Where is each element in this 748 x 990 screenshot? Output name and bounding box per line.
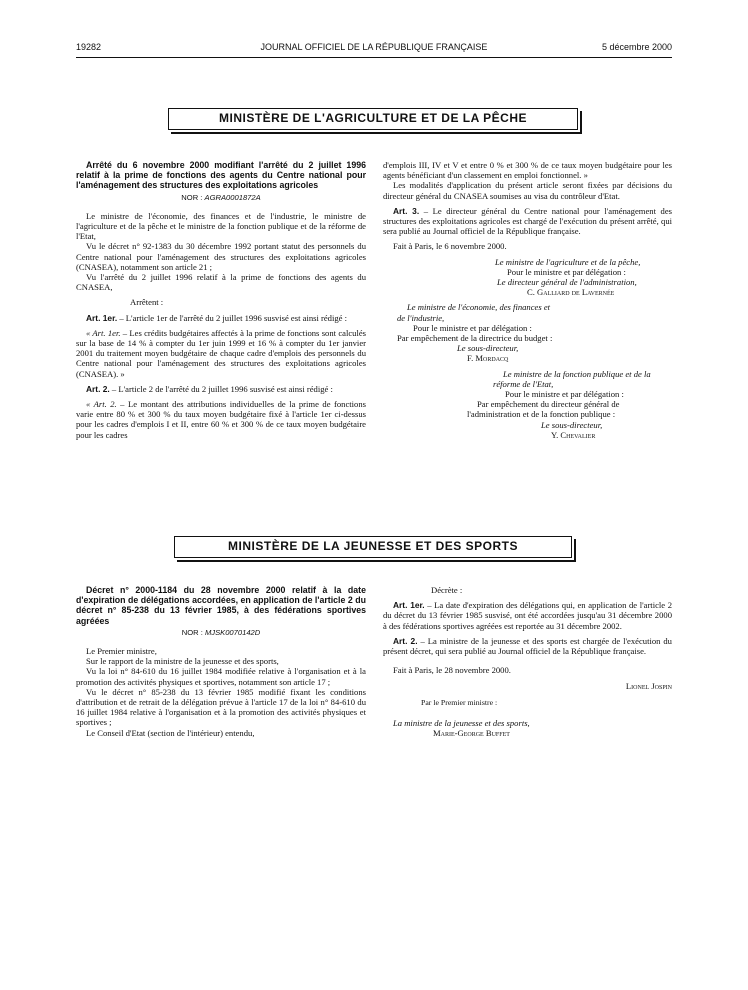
sig3-role2: Le sous-directeur, xyxy=(541,419,603,430)
sig2-role: Le ministre de l'économie, des finances et de l'industrie, xyxy=(397,302,551,323)
vu-decret: Vu le décret n° 92-1383 du 30 décembre 1992 portant statut des personnels du Centre national pour l'aménagement des structures des exploitations agricoles (CNASEA), notamment son article 21 ; xyxy=(76,241,366,272)
article-2 xyxy=(76,384,366,394)
signature-agriculture xyxy=(383,257,672,298)
article-3-label: Art. 3. xyxy=(393,205,420,216)
article-2-label: Art. 2. xyxy=(86,383,110,394)
vu-loi: Vu la loi n° 84-610 du 16 juillet 1984 modifiée relative à l'organisation et à la promotion des activités physiques et sportives, notamment son article 17 ; xyxy=(76,666,366,687)
sig2-delegation: Pour le ministre et par délégation : xyxy=(413,322,532,333)
decrete: Décrète : xyxy=(431,585,463,595)
section1-nor xyxy=(76,193,366,203)
header-rule xyxy=(76,57,672,58)
article-2-quote-text: – Le montant des attributions individuelles de la prime de fonctions varie entre 80 % et 300 % du taux moyen budgétaire fixé à l'article 1er ci-dessus pour les cadres d'emplois I et II, entre 60 % et 300 % de ce taux moyen budgétaire pour les cadres xyxy=(76,399,366,440)
article-2 xyxy=(383,636,672,656)
ministry-heading-jeunesse-sports: MINISTÈRE DE LA JEUNESSE ET DES SPORTS xyxy=(174,536,572,558)
sig2-name: F. Mordacq xyxy=(467,353,509,364)
article-1-quote xyxy=(76,328,366,379)
nor-label: NOR : xyxy=(181,192,203,202)
signature-ministre-role: La ministre de la jeunesse et des sports, xyxy=(393,717,530,728)
nor-label: NOR : xyxy=(181,627,203,637)
signature-fonction-publique xyxy=(383,369,672,440)
modalites: Les modalités d'application du présent article seront fixées par décisions du directeur général du CNASEA soumises au visa du contrôleur d'Etat. xyxy=(383,180,672,201)
sig3-empechement: Par empêchement du directeur général de l'administration et de la fonction publique : xyxy=(467,399,620,420)
article-1-label: Art. 1er. xyxy=(86,312,118,323)
sig1-delegation: Pour le ministre et par délégation : xyxy=(507,266,626,277)
issue-date: 5 décembre 2000 xyxy=(601,42,672,52)
article-1-label: Art. 1er. xyxy=(393,600,425,611)
sig2-role2: Le sous-directeur, xyxy=(457,343,519,354)
journal-title: JOURNAL OFFICIEL DE LA RÉPUBLIQUE FRANÇAISE xyxy=(260,42,488,52)
page-number: 19282 xyxy=(76,42,102,52)
fait-a-paris: Fait à Paris, le 28 novembre 2000. xyxy=(393,665,511,676)
article-1 xyxy=(76,313,366,323)
article-3-text: – Le directeur général du Centre national pour l'aménagement des structures des exploitations agricoles est chargé de l'exécution du présent arrêté, qui sera publié au Journal officiel de la République française. xyxy=(383,205,672,237)
conseil-etat: Le Conseil d'Etat (section de l'intérieur) entendu, xyxy=(86,727,255,738)
section1-left-column xyxy=(76,160,366,440)
sig3-delegation: Pour le ministre et par délégation : xyxy=(505,389,624,400)
article-2-quote xyxy=(76,399,366,440)
article-1-quote-label: « Art. 1er. xyxy=(86,327,121,338)
sig1-role2: Le directeur général de l'administration, xyxy=(497,277,637,288)
sig1-name: C. Galliard de Lavernée xyxy=(527,287,615,298)
signature-economie xyxy=(383,302,672,363)
ministry-heading-agriculture: MINISTÈRE DE L'AGRICULTURE ET DE LA PÊCHE xyxy=(168,108,578,130)
section2-right-column xyxy=(383,585,672,738)
sig3-name: Y. Chevalier xyxy=(551,429,596,440)
sig2-empechement: Par empêchement de la directrice du budget : xyxy=(397,333,553,344)
nor-code: MJSK0070142D xyxy=(204,627,261,637)
section2-left-column xyxy=(76,585,366,738)
page-header xyxy=(76,42,672,56)
article-1-quote-text: – Les crédits budgétaires affectés à la prime de fonctions sont calculés sur la base de 14 % à compter du 1er juin 1999 et 16 % à compter du 1er janvier 2001 du traitement moyen budgétaire de chaque cadre d'emplois des personnels du Centre national pour l'aménagement des structures des exploitations agricoles (CNASEA). » xyxy=(76,327,366,379)
sur-le-rapport: Sur le rapport de la ministre de la jeunesse et des sports, xyxy=(86,656,279,667)
article-2-text: – L'article 2 de l'arrêté du 2 juillet 1996 susvisé est ainsi rédigé : xyxy=(109,383,333,394)
article-1 xyxy=(383,600,672,631)
nor-code: AGRA0001872A xyxy=(204,192,261,202)
article-2-text: – La ministre de la jeunesse et des sports est chargée de l'exécution du présent décret, qui sera publié au Journal officiel de la République française. xyxy=(383,635,672,657)
article-2-label: Art. 2. xyxy=(393,635,418,646)
par-le-premier-ministre: Par le Premier ministre : xyxy=(421,697,498,707)
article-2-continuation: d'emplois III, IV et V et entre 0 % et 300 % de ce taux moyen budgétaire pour les agents bénéficiant d'un classement en emploi fonctionnel. » xyxy=(383,160,672,181)
fait-a-paris: Fait à Paris, le 6 novembre 2000. xyxy=(393,241,507,252)
premier-ministre: Le Premier ministre, xyxy=(86,646,157,657)
article-2-quote-label: « Art. 2. xyxy=(86,399,117,410)
section2-title: Décret n° 2000-1184 du 28 novembre 2000 relatif à la date d'expiration de délégations accordées, en application de l'article 2 du décret n° 85-238 du 13 février 1985, à des fédérations sportives agréées xyxy=(76,585,366,626)
section1-right-column xyxy=(383,160,672,440)
arretent: Arrêtent : xyxy=(130,297,164,308)
section2-nor xyxy=(76,628,366,638)
sig1-role: Le ministre de l'agriculture et de la pêche, xyxy=(495,256,641,267)
article-1-text: – L'article 1er de l'arrêté du 2 juillet 1996 susvisé est ainsi rédigé : xyxy=(117,312,348,323)
sig3-role: Le ministre de la fonction publique et de la réforme de l'Etat, xyxy=(493,368,651,389)
vu-arrete: Vu l'arrêté du 2 juillet 1996 relatif à la prime de fonctions des agents du CNASEA, xyxy=(76,272,366,293)
article-1-text: – La date d'expiration des délégations qui, en application de l'article 2 du décret du 13 février 1985 susvisé, ont été accordées jusqu'au 31 décembre 2000 à des fédérations sportives agréées est reportée au 31 décembre 2002. xyxy=(383,600,672,631)
preamble-ministers: Le ministre de l'économie, des finances et de l'industrie, le ministre de l'agriculture et de la pêche et le ministre de la fonction publique et de la réforme de l'Etat, xyxy=(76,210,366,242)
section1-title: Arrêté du 6 novembre 2000 modifiant l'arrêté du 2 juillet 1996 relatif à la prime de fonctions des agents du Centre national pour l'aménagement des structures des exploitations agricoles xyxy=(76,160,366,191)
article-3 xyxy=(383,206,672,237)
signature-ministre-name: Marie-George Buffet xyxy=(433,728,510,739)
signature-premier-ministre: Lionel Jospin xyxy=(625,681,672,692)
vu-decret: Vu le décret n° 85-238 du 13 février 1985 modifié fixant les conditions d'attribution et de retrait de la délégation prévue à l'article 17 de la loi n° 84-610 du 16 juillet 1984 relative à l'organisation et à la promotion des activités physiques et sportives ; xyxy=(76,686,366,728)
